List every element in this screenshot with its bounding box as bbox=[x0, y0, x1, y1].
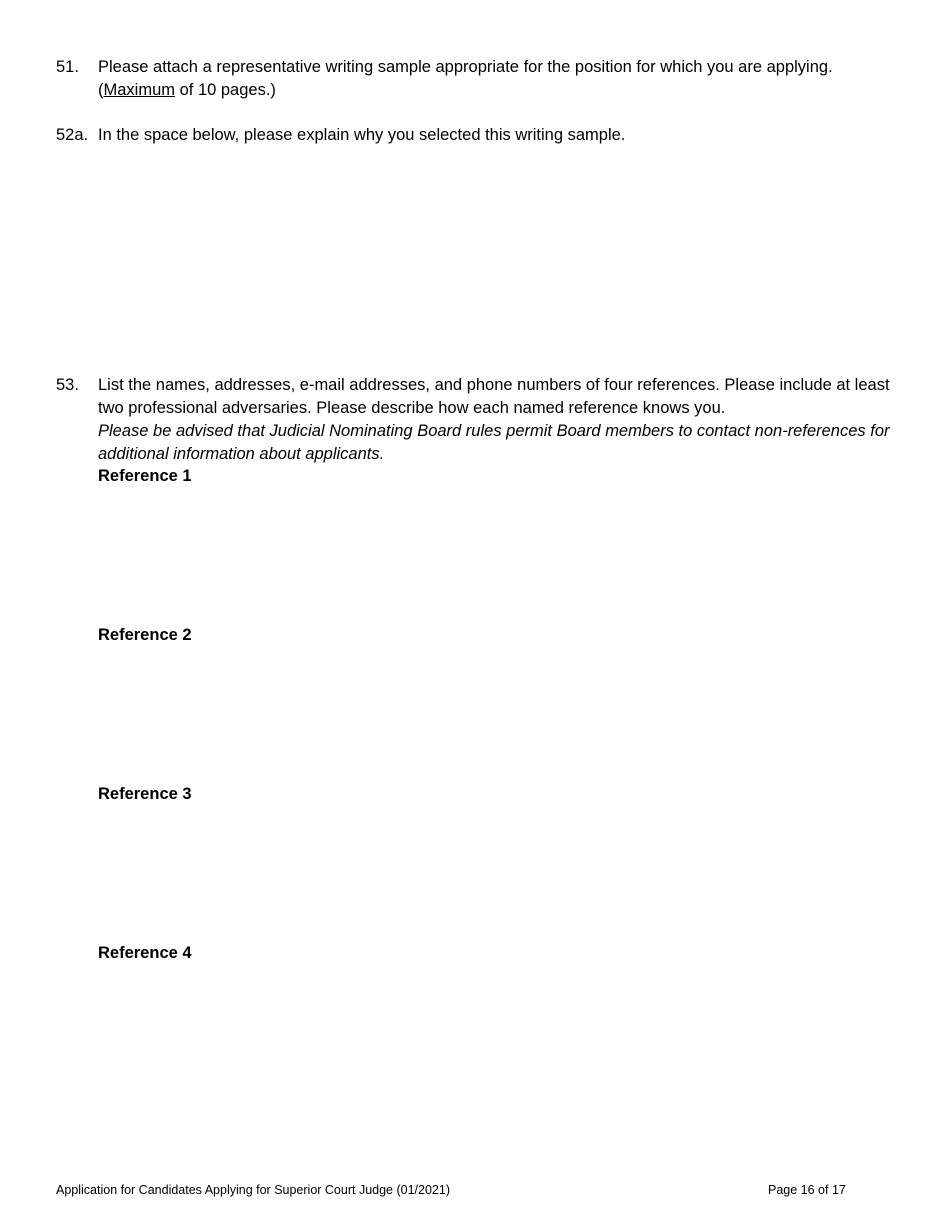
reference-3-label: Reference 3 bbox=[98, 785, 192, 803]
question-text: In the space below, please explain why you selected this writing sample. bbox=[98, 126, 626, 144]
question-number: 52a. bbox=[56, 126, 89, 144]
question-number: 53. bbox=[56, 376, 79, 394]
question-52a bbox=[56, 124, 906, 147]
question-text bbox=[98, 56, 906, 102]
reference-3-answer-area[interactable] bbox=[98, 810, 898, 940]
question-53 bbox=[56, 374, 906, 466]
reference-1-label: Reference 1 bbox=[98, 467, 192, 485]
question-number: 51. bbox=[56, 58, 79, 76]
question-53-note: Please be advised that Judicial Nominating Board rules permit Board members to contact non-references for additional information about applicants. bbox=[98, 422, 890, 463]
reference-1-answer-area[interactable] bbox=[98, 492, 898, 622]
reference-2-answer-area[interactable] bbox=[98, 651, 898, 781]
reference-2-label: Reference 2 bbox=[98, 626, 192, 644]
question-53-text: List the names, addresses, e-mail addresses, and phone numbers of four references. Please include at least two professional adversaries. Please describe how each named reference knows you. bbox=[98, 376, 890, 417]
question-51 bbox=[56, 56, 906, 102]
question-text bbox=[98, 374, 906, 466]
question-51-text-end: of 10 pages.) bbox=[175, 81, 276, 99]
question-51-text-start: Please attach a representative writing sample appropriate for the position for which you are applying. ( bbox=[98, 58, 833, 99]
reference-4-label: Reference 4 bbox=[98, 944, 192, 962]
page-number: Page 16 of 17 bbox=[768, 1183, 846, 1197]
answer-area-52a[interactable] bbox=[98, 152, 898, 364]
maximum-underlined: Maximum bbox=[103, 81, 176, 99]
footer-title: Application for Candidates Applying for Superior Court Judge (01/2021) bbox=[56, 1183, 450, 1197]
reference-4-answer-area[interactable] bbox=[98, 969, 898, 1159]
